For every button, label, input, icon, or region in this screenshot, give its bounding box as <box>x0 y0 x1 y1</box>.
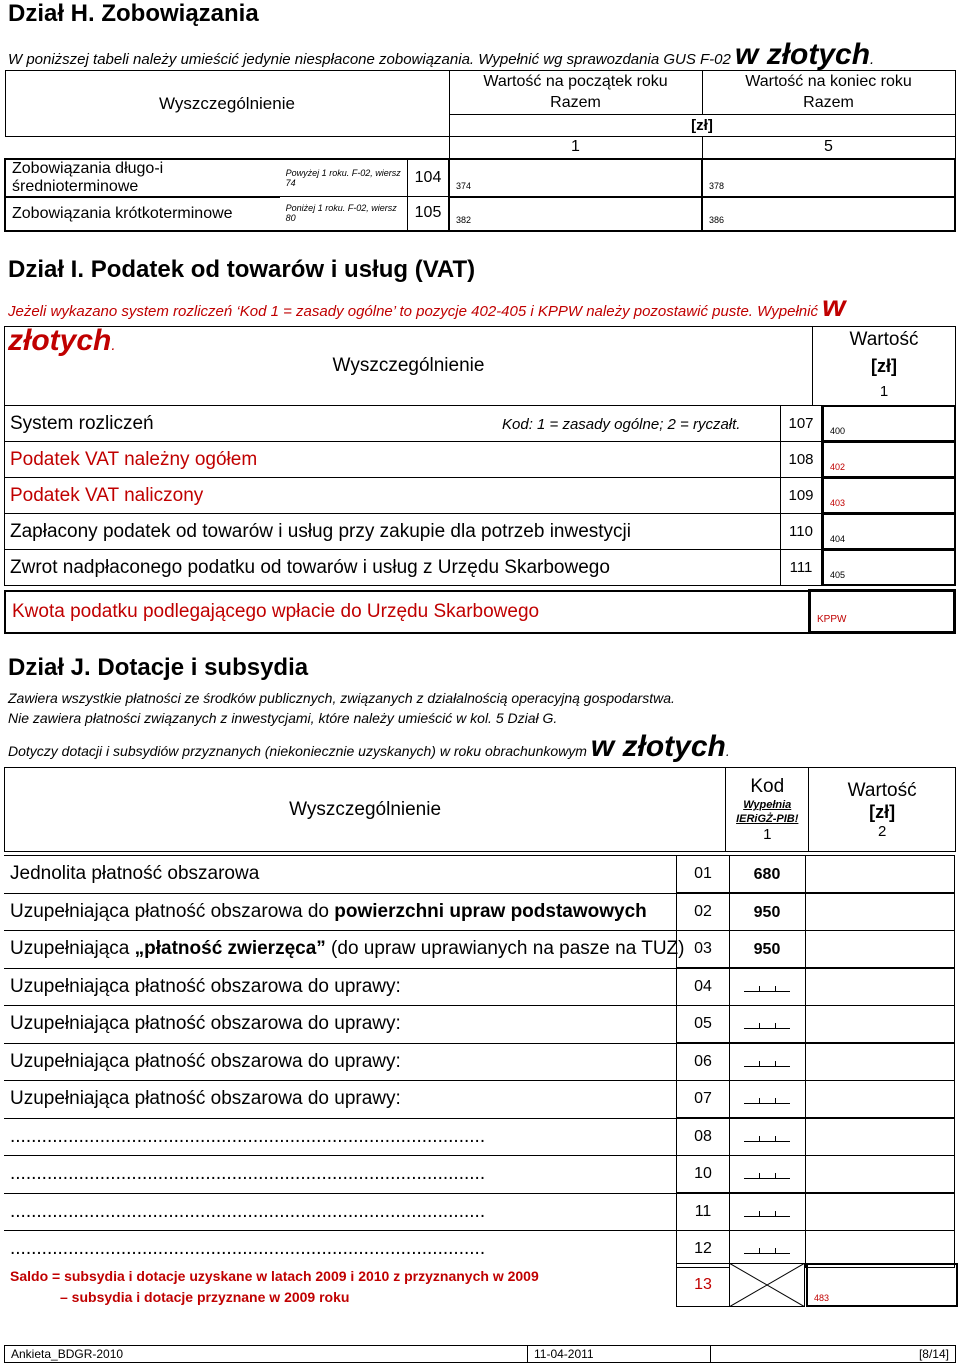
table-row <box>4 441 956 477</box>
subsidies-table <box>4 767 956 852</box>
subs-header-desc: Wyszczególnienie <box>5 768 726 852</box>
vat-row-num: 108 <box>780 441 822 478</box>
code-blank-icon <box>744 1133 790 1142</box>
table-row <box>4 1193 956 1230</box>
code-blank-icon <box>744 1208 790 1217</box>
table-row: Zobowiązania krótkoterminowe Poniżej 1 roku. F-02, wiersz 80 105 382 386 <box>5 197 955 231</box>
subs-row-label: Uzupełniająca płatność obszarowa do uprawy: <box>10 1088 401 1109</box>
liability-cell-386[interactable]: 386 <box>702 197 955 231</box>
subs-row-label: Uzupełniająca płatność obszarowa do powierzchni upraw podstawowych <box>10 901 647 922</box>
section-j-line1: Zawiera wszystkie płatności ze środków publicznych, związanych z działalnością operacyjną gospodarstwa. <box>8 690 675 706</box>
subs-kod-cell[interactable] <box>729 1005 806 1043</box>
liability-cell-382[interactable]: 382 <box>449 197 702 231</box>
saldo-line2: – subsydia i dotacje przyznane w 2009 roku <box>60 1289 350 1305</box>
table-row <box>4 968 956 1005</box>
vat-table <box>4 326 956 406</box>
code-blank-icon <box>744 983 790 992</box>
subs-value-cell[interactable] <box>806 1193 955 1231</box>
subs-header-value: Wartość [zł] 2 <box>809 768 956 852</box>
subs-value-cell[interactable] <box>806 930 955 968</box>
subs-row-num: 07 <box>676 1080 730 1118</box>
section-j-line2: Nie zawiera płatności związanych z inwestycjami, które należy umieścić w kol. 5 Dział G. <box>8 710 558 726</box>
section-i-instruction: Jeżeli wykazano system rozliczeń ‘Kod 1 = zasady ogólne’ to pozycje 402-405 i KPPW należy pozostawić puste. Wypełnić w złotych. <box>8 290 846 357</box>
table-row <box>4 405 956 441</box>
vat-row-extra: Kod: 1 = zasady ogólne; 2 = ryczałt. <box>502 416 741 433</box>
vat-row-num: 109 <box>780 477 822 514</box>
subs-kod-cell[interactable] <box>729 968 806 1006</box>
table-row <box>4 1118 956 1155</box>
subs-row-num: 12 <box>676 1230 730 1268</box>
subs-row-num: 03 <box>676 930 730 968</box>
subs-row-label: Jednolita płatność obszarowa <box>10 863 260 884</box>
col1-num: 1 <box>449 137 702 159</box>
subs-row-num: 02 <box>676 893 730 931</box>
vat-row-label: Zwrot nadpłaconego podatku od towarów i usług z Urzędu Skarbowego <box>10 557 610 578</box>
crossed-cell-icon <box>729 1263 805 1307</box>
vat-header-value: Wartość [zł] 1 <box>813 327 956 406</box>
subs-row-label: Uzupełniająca „płatność zwierzęca” (do upraw uprawianych na pasze na TUZ) <box>10 938 685 959</box>
vat-value-cell[interactable]: 403 <box>822 477 956 514</box>
subs-row-label: Uzupełniająca płatność obszarowa do uprawy: <box>10 1013 401 1034</box>
code-blank-icon <box>744 1245 790 1254</box>
header-start: Wartość na początek roku <box>449 71 702 93</box>
subs-row-num: 06 <box>676 1043 730 1081</box>
section-j-line3: Dotyczy dotacji i subsydiów przyznanych (niekoniecznie uzyskanych) w roku obrachunkowym w złotych. <box>8 730 730 763</box>
footer-left: Ankieta_BDGR-2010 <box>5 1346 528 1363</box>
header-desc: Wyszczególnienie <box>5 71 449 137</box>
code-blank-icon <box>744 1020 790 1029</box>
table-row <box>4 1043 956 1080</box>
col5-num: 5 <box>702 137 955 159</box>
section-h-instruction: W poniższej tabeli należy umieścić jedynie niespłacone zobowiązania. Wypełnić wg sprawozdania GUS F-02 w złotych. <box>8 38 875 71</box>
subs-value-cell[interactable] <box>806 1043 955 1081</box>
table-row: Zobowiązania długo-i średnioterminowe Powyżej 1 roku. F-02, wiersz 74 104 374 378 <box>5 159 955 197</box>
subs-header-kod: Kod Wypełnia IERiGŻ-PIB! 1 <box>726 768 809 852</box>
vat-row-num: 111 <box>780 549 822 586</box>
subs-row-num: 10 <box>676 1155 730 1193</box>
section-i-title: Dział I. Podatek od towarów i usług (VAT) <box>8 256 476 283</box>
footer-page: [8/14] <box>711 1346 956 1363</box>
header-start-sub: Razem <box>449 93 702 115</box>
subs-row-num: 11 <box>676 1193 730 1231</box>
code-blank-icon <box>744 1170 790 1179</box>
saldo-row <box>4 1263 956 1307</box>
vat-value-cell[interactable]: 400 <box>822 405 956 442</box>
table-row <box>4 513 956 549</box>
table-row <box>4 477 956 513</box>
vat-value-cell[interactable]: 404 <box>822 513 956 550</box>
footer-date: 11-04-2011 <box>528 1346 711 1363</box>
subs-kod-cell[interactable] <box>729 1155 806 1193</box>
vat-row-label: Podatek VAT należny ogółem <box>10 449 258 470</box>
subs-row-num: 08 <box>676 1118 730 1156</box>
table-row <box>4 1230 956 1267</box>
subs-value-cell[interactable] <box>806 1005 955 1043</box>
subs-row-label: .......................................................................................... <box>10 1163 486 1184</box>
section-h-title: Dział H. Zobowiązania <box>8 0 259 27</box>
table-row <box>4 549 956 585</box>
vat-row-num: 107 <box>780 405 822 442</box>
subs-row-label: Uzupełniająca płatność obszarowa do uprawy: <box>10 976 401 997</box>
subs-row-label: .......................................................................................... <box>10 1238 486 1259</box>
subs-value-cell[interactable] <box>806 855 955 893</box>
subs-row-num: 01 <box>676 855 730 893</box>
table-row <box>4 1080 956 1117</box>
subs-kod-cell[interactable]: 680 <box>729 855 806 893</box>
vat-value-cell[interactable]: 402 <box>822 441 956 478</box>
table-row <box>4 930 956 967</box>
subs-kod-cell[interactable] <box>729 1043 806 1081</box>
section-j-title: Dział J. Dotacje i subsydia <box>8 654 309 681</box>
saldo-value-cell[interactable]: 483 <box>806 1263 958 1307</box>
code-blank-icon <box>744 1095 790 1104</box>
subs-row-label: Uzupełniająca płatność obszarowa do uprawy: <box>10 1051 401 1072</box>
liability-cell-374[interactable]: 374 <box>449 159 702 197</box>
table-row <box>4 1155 956 1192</box>
vat-value-cell[interactable]: 405 <box>822 549 956 586</box>
subs-value-cell[interactable] <box>806 968 955 1006</box>
subs-row-num: 05 <box>676 1005 730 1043</box>
kwota-label: Kwota podatku podlegającego wpłacie do Urzędu Skarbowego <box>5 591 810 633</box>
vat-row-label: Podatek VAT naliczony <box>10 485 204 506</box>
vat-header-desc: Wyszczególnienie <box>5 327 813 406</box>
footer <box>4 1345 956 1363</box>
kppw-table <box>4 589 956 634</box>
kppw-cell[interactable]: KPPW <box>810 591 955 633</box>
code-blank-icon <box>744 1058 790 1067</box>
vat-row-num: 110 <box>780 513 822 550</box>
subs-kod-cell[interactable] <box>729 1080 806 1118</box>
table-row <box>4 855 956 892</box>
subs-value-cell[interactable] <box>806 1118 955 1156</box>
subs-value-cell[interactable] <box>806 1080 955 1118</box>
saldo-num: 13 <box>676 1263 730 1307</box>
header-unit: [zł] <box>449 115 955 137</box>
liability-cell-378[interactable]: 378 <box>702 159 955 197</box>
subs-row-label: .......................................................................................... <box>10 1126 486 1147</box>
liabilities-table <box>4 70 956 232</box>
subs-value-cell[interactable] <box>806 1155 955 1193</box>
subs-value-cell[interactable] <box>806 893 955 931</box>
header-end-sub: Razem <box>702 93 955 115</box>
subs-kod-cell[interactable] <box>729 1118 806 1156</box>
subs-row-num: 04 <box>676 968 730 1006</box>
vat-row-label: System rozliczeń <box>10 413 154 434</box>
subs-kod-cell[interactable]: 950 <box>729 893 806 931</box>
subs-kod-cell[interactable]: 950 <box>729 930 806 968</box>
header-end: Wartość na koniec roku <box>702 71 955 93</box>
subs-row-label: .......................................................................................... <box>10 1201 486 1222</box>
table-row <box>4 893 956 930</box>
saldo-line1: Saldo = subsydia i dotacje uzyskane w latach 2009 i 2010 z przyznanych w 2009 <box>10 1268 539 1284</box>
subs-kod-cell[interactable] <box>729 1193 806 1231</box>
table-row <box>4 1005 956 1042</box>
vat-row-label: Zapłacony podatek od towarów i usług przy zakupie dla potrzeb inwestycji <box>10 521 631 542</box>
